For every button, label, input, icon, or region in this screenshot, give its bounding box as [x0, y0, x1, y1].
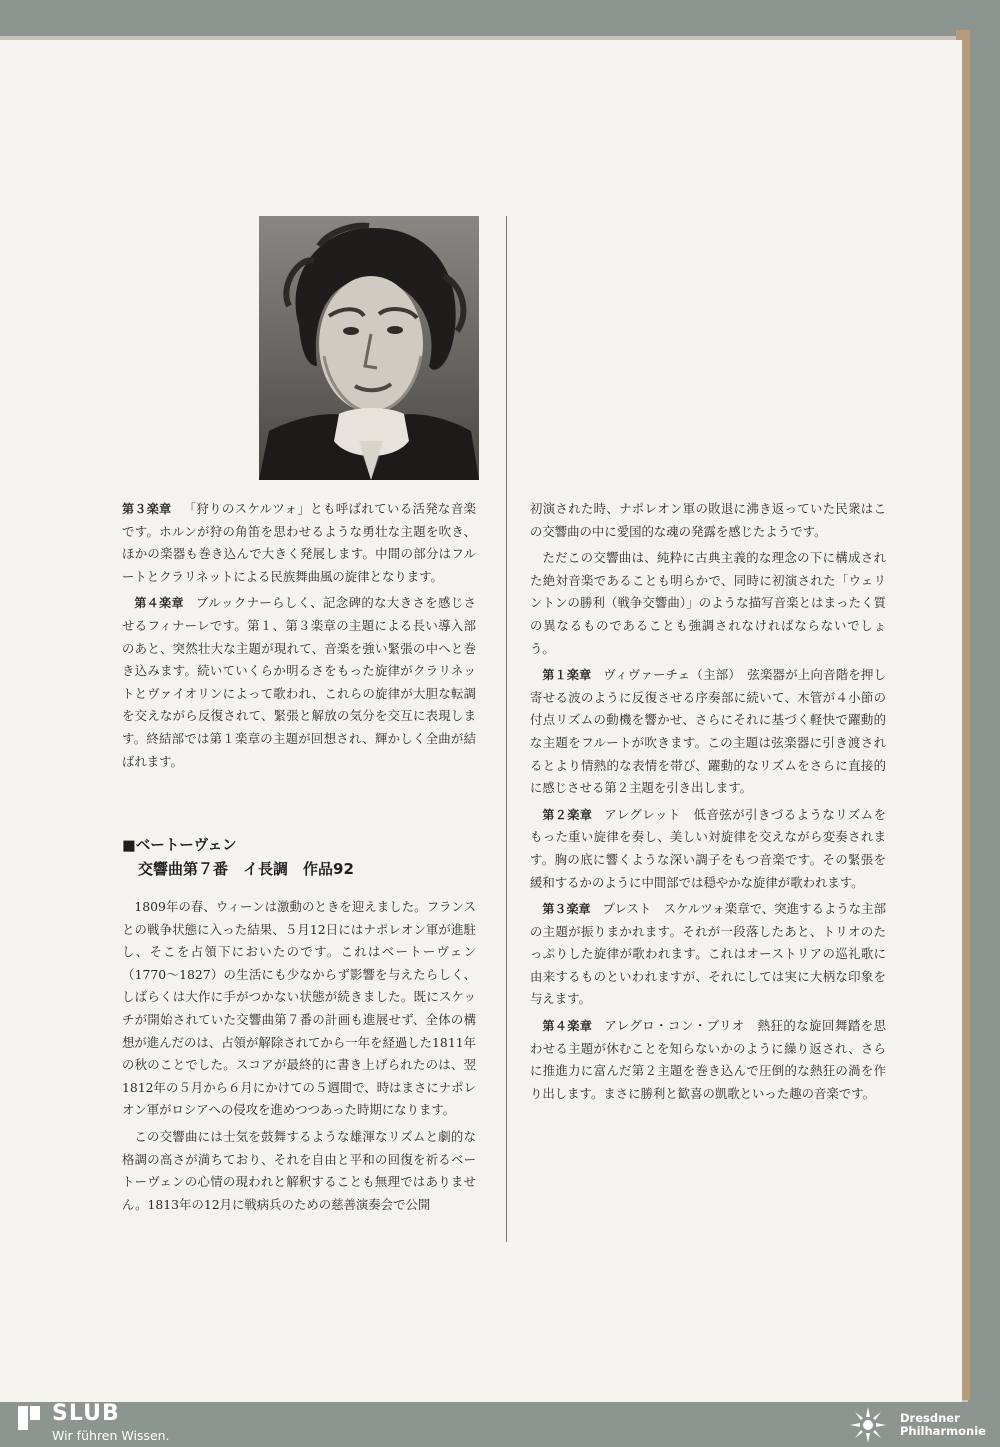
philharmonie-line1: Dresdner	[900, 1411, 960, 1425]
movement-label: 第１楽章	[542, 668, 592, 683]
section-heading	[122, 835, 354, 881]
slub-tagline: Wir führen Wissen.	[52, 1428, 170, 1443]
movement-text: ブルックナーらしく、記念碑的な大きさを感じさせるフィナーレです。第１、第３楽章の主題による長い導入部のあと、突然壮大な主題が現れて、音楽を強い緊張の中へと巻き込みます。続いていくらか明るさをもった旋律がクラリネットとヴァイオリンによって歌われ、これらの旋律が大胆な転調を交えながら反復されて、緊張と解放の気分を交互に表現します。終結部では第１楽章の主題が回想され、輝かしく全曲が結ばれます。	[122, 595, 476, 769]
movement-text: 「狩りのスケルツォ」とも呼ばれている活発な音楽です。ホルンが狩の角笛を思わせるような勇壮な主題を吹き、ほかの楽器も巻き込んで大きく発展します。中間の部分はフルートとクラリネットによる民族舞曲風の旋律となります。	[122, 501, 476, 584]
philharmonie-name	[900, 1412, 986, 1438]
paragraph-mvt1	[530, 664, 886, 800]
movement-text: ヴィヴァーチェ（主部） 弦楽器が上向音階を押し寄せる波のように反復させる序奏部に続いて、木管が４小節の付点リズムの動機を響かせ、さらにそれに基づく軽快で躍動的な主題をフルートが吹きます。この主題は弦楽器に引き渡されるとより情熱的な表情を帯び、躍動的なリズムをさらに直接的に感じさせる第２主題を引き出します。	[530, 667, 886, 796]
heading-composer: ■ベートーヴェン	[122, 838, 237, 854]
slub-logo-icon	[18, 1406, 40, 1430]
left-column-upper	[122, 498, 476, 777]
philharmonie-logo-icon	[848, 1405, 888, 1445]
right-column	[530, 498, 886, 1109]
movement-text: アレグロ・コン・ブリオ 熱狂的な旋回舞踏を思わせる主題が休むことを知らないかのように繰り返され、さらに推進力に富んだ第２主題を巻き込んで圧倒的な熱狂の渦を作り出します。まさに勝利と歓喜の凱歌といった趣の音楽です。	[530, 1018, 886, 1101]
paragraph-body: この交響曲には士気を鼓舞するような雄渾なリズムと劇的な格調の高さが満ちており、それを自由と平和の回復を祈るベートーヴェンの心情の現われと解釈することも無理ではありません。1813年の12月に戦病兵のための慈善演奏会で公開	[122, 1128, 476, 1212]
paragraph-body: ただこの交響曲は、純粋に古典主義的な理念の下に構成された絶対音楽であることも明らかで、同時に初演された「ウェリントンの勝利（戦争交響曲）」のような描写音楽とはまったく質の異なるものであることも強調されなければならないでしょう。	[530, 550, 886, 656]
paragraph-mvt4	[122, 592, 476, 773]
movement-label: 第３楽章	[122, 502, 172, 516]
composer-portrait	[259, 216, 479, 480]
paragraph-body: 初演された時、ナポレオン軍の敗退に沸き返っていた民衆はこの交響曲の中に愛国的な魂の発露を感じたようです。	[530, 501, 886, 539]
slub-name: SLUB	[52, 1401, 120, 1426]
column-divider	[506, 216, 507, 1242]
movement-label: 第４楽章	[542, 1019, 593, 1034]
movement-label: 第４楽章	[134, 596, 184, 611]
paragraph-mvt4	[530, 1015, 886, 1105]
movement-text: プレスト スケルツォ楽章で、突進するような主部の主題が振りまかれます。それが一段落したあと、トリオのたっぷりした旋律が歌われます。これはオーストリアの巡礼歌に由来するものといわれますが、それにしては実に大柄な印象を与えます。	[530, 901, 886, 1007]
movement-label: 第３楽章	[542, 902, 591, 917]
left-column-lower	[122, 896, 476, 1220]
heading-work: 交響曲第７番 イ長調 作品92	[138, 860, 354, 878]
paragraph-mvt3	[122, 498, 476, 588]
movement-text: アレグレット 低音弦が引きづるようなリズムをもった重い旋律を奏し、美しい対旋律を交えながら変奏されます。胸の底に響くような深い調子をもつ音楽です。その緊張を緩和するかのように中間部では穏やかな旋律が歌われます。	[530, 806, 886, 890]
paragraph-mvt3	[530, 898, 886, 1011]
paragraph-body: 1809年の春、ウィーンは激動のときを迎えました。フランスとの戦争状態に入った結果、５月12日にはナポレオン軍が進駐し、そこを占領下においたのです。これはベートーヴェン（1770〜1827）の生活にも少なからず影響を与えたらしく、しばらくは大作に手がつかない状態が続きました。既にスケッチが開始されていた交響曲第７番の計画も進展せず、全体の構想が進んだのは、占領が解除されてから一年を経過した1811年の秋のことでした。スコアが最終的に書き上げられたのは、翌1812年の５月から６月にかけての５週間で、時はまさにナポレオン軍がロシアへの侵攻を進めつつあった時期になります。	[122, 899, 476, 1118]
paragraph-mvt2	[530, 804, 886, 894]
philharmonie-line2: Philharmonie	[900, 1424, 986, 1438]
movement-label: 第２楽章	[542, 807, 593, 822]
